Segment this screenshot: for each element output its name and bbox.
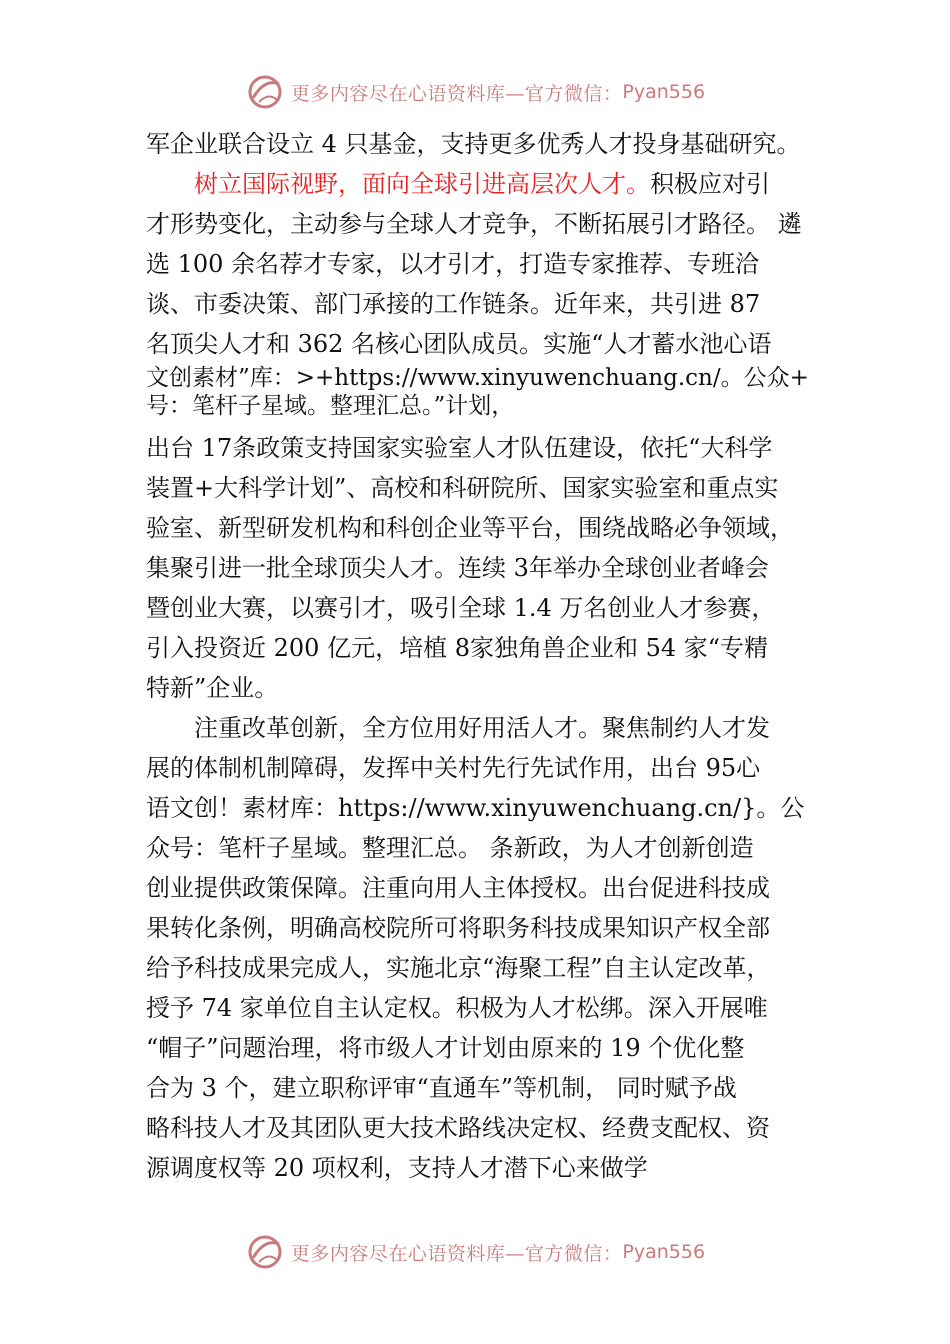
paragraph-2-first-line <box>146 164 826 204</box>
text-line: 展的体制机制障碍，发挥中关村先行先试作用，出台 95心 <box>146 754 761 782</box>
section-headline: 树立国际视野，面向全球引进高层次人才。 <box>194 170 650 198</box>
paragraph-2 <box>146 164 826 708</box>
text-line: 选 100 余名荐才专家，以才引才，打造专家推荐、专班洽 <box>146 250 760 278</box>
text-line: 引入投资近 200 亿元，培植 8家独角兽企业和 54 家“专精 <box>146 634 769 662</box>
watermark-text: 更多内容尽在心语资料库—官方微信： <box>290 1242 623 1265</box>
watermark-banner-bottom <box>0 1230 950 1274</box>
text-line: 验室、新型研发机构和科创企业等平台，围绕战略必争领域， <box>146 514 794 542</box>
watermark-text: 更多内容尽在心语资料库—官方微信： <box>290 82 623 105</box>
text-line: 合为 3 个，建立职称评审“直通车”等机制， 同时赋予战 <box>146 1074 737 1102</box>
seal-logo-icon <box>245 72 285 112</box>
text-line: 授予 74 家单位自主认定权。积极为人才松绑。深入开展唯 <box>146 994 768 1022</box>
text-line: 文创素材”库：>+https://www.xinyuwenchuang.cn/。公众+ <box>146 365 809 391</box>
text-line: 众号：笔杆子星域。整理汇总。 条新政，为人才创新创造 <box>146 834 754 862</box>
text-line: 创业提供政策保障。注重向用人主体授权。出台促进科技成 <box>146 874 770 902</box>
text-line: 暨创业大赛，以赛引才，吸引全球 1.4 万名创业人才参赛， <box>146 594 776 622</box>
watermark-banner-top <box>0 70 950 114</box>
text-line: 给予科技成果完成人，实施北京“海聚工程”自主认定改革， <box>146 954 771 982</box>
text-line: 集聚引进一批全球顶尖人才。连续 3年举办全球创业者峰会 <box>146 554 769 582</box>
text-line: 才形势变化，主动参与全球人才竞争，不断拓展引才路径。 遴 <box>146 210 802 238</box>
paragraph-3 <box>146 708 826 1188</box>
text-line: 果转化条例，明确高校院所可将职务科技成果知识产权全部 <box>146 914 770 942</box>
watermark-wechat-id: Pyan556 <box>622 81 706 103</box>
text-line: 谈、市委决策、部门承接的工作链条。近年来，共引进 87 <box>146 290 761 318</box>
text-fragment: 积极应对引 <box>650 170 770 198</box>
text-line: 号：笔杆子星域。整理汇总。”计划， <box>146 393 515 419</box>
text-line: 装置+大科学计划”、高校和科研院所、国家实验室和重点实 <box>146 474 779 502</box>
document-body <box>146 124 826 1188</box>
seal-logo-icon <box>245 1232 285 1272</box>
paragraph-1 <box>146 124 826 164</box>
text-line: 名顶尖人才和 362 名核心团队成员。实施“人才蓄水池心语 <box>146 330 772 358</box>
text-line: 语文创！素材库：https://www.xinyuwenchuang.cn/}。公 <box>146 794 805 822</box>
text-line: 特新”企业。 <box>146 674 279 702</box>
text-line: 略科技人才及其团队更大技术路线决定权、经费支配权、资 <box>146 1114 770 1142</box>
text-line: 军企业联合设立 4 只基金，支持更多优秀人才投身基础研究。 <box>146 130 801 158</box>
watermark-wechat-id: Pyan556 <box>622 1241 706 1263</box>
text-line: 出台 17条政策支持国家实验室人才队伍建设，依托“大科学 <box>146 434 773 462</box>
text-line: “帽子”问题治理，将市级人才计划由原来的 19 个优化整 <box>146 1034 745 1062</box>
text-line: 注重改革创新，全方位用好用活人才。聚焦制约人才发 <box>194 714 770 742</box>
text-line: 源调度权等 20 项权利，支持人才潜下心来做学 <box>146 1154 648 1182</box>
